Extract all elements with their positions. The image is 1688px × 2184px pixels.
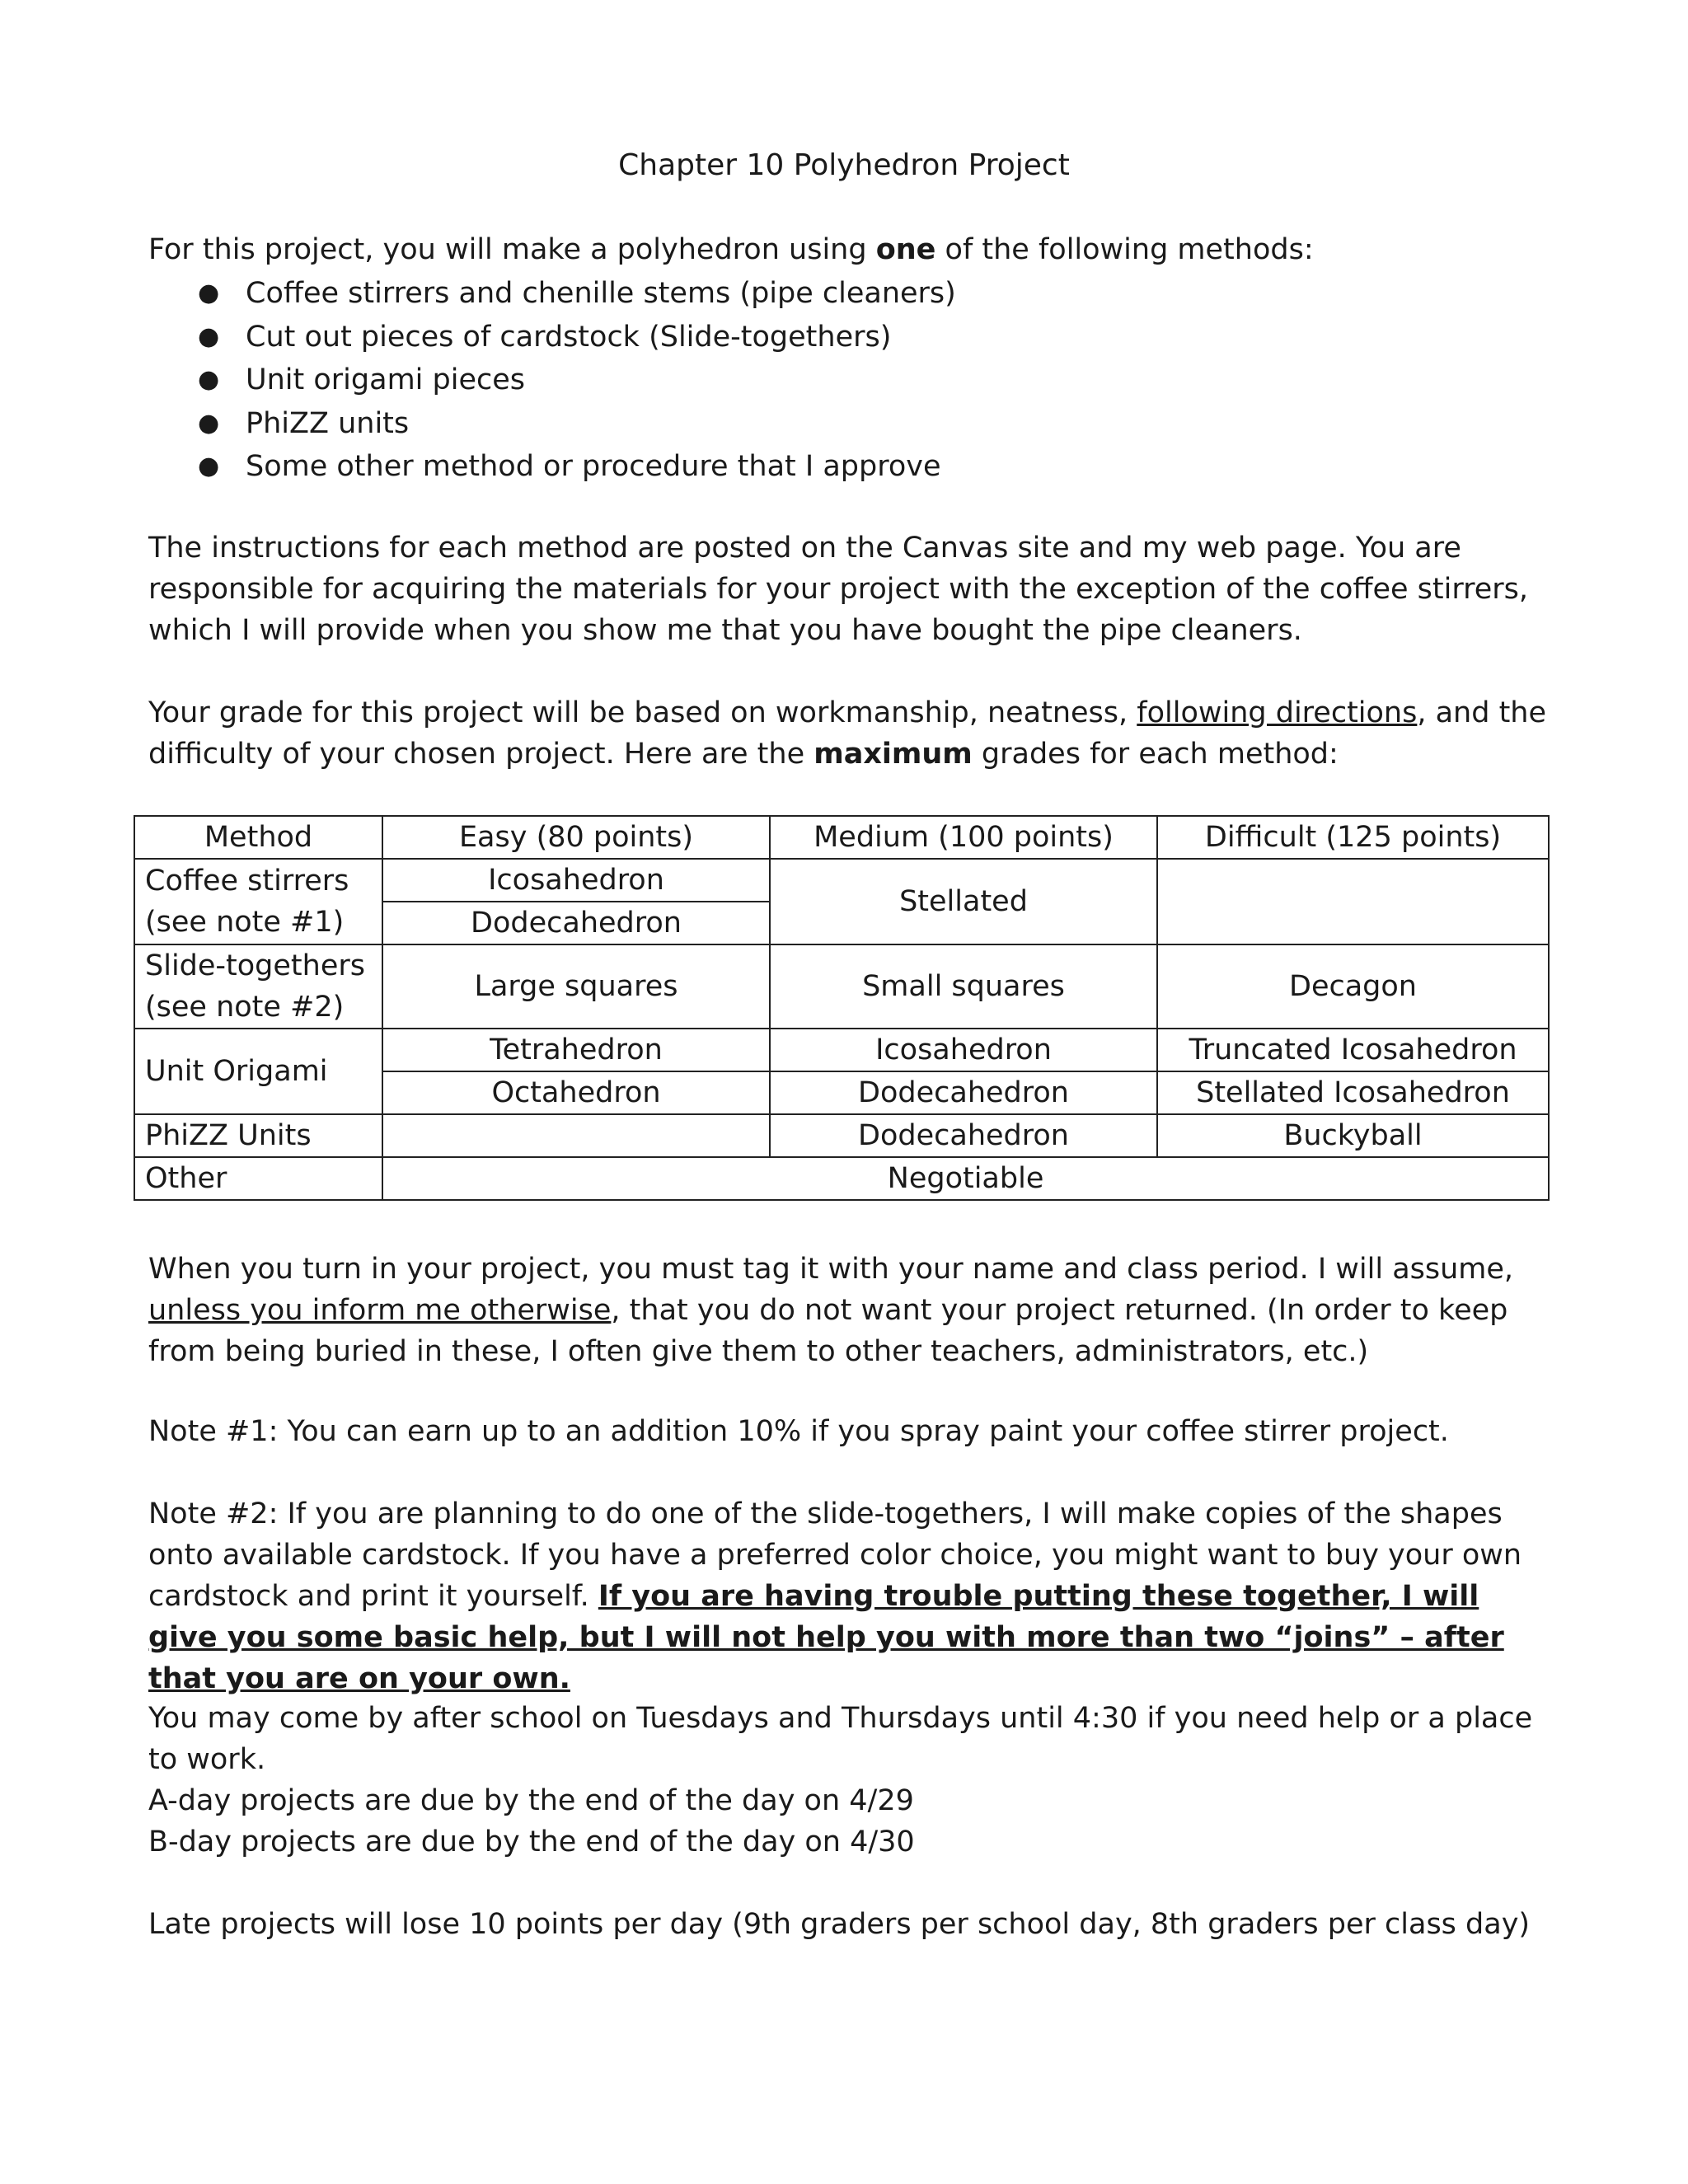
list-item (198, 272, 956, 316)
instructions-paragraph: The instructions for each method are posted on the Canvas site and my web page. You are responsible for acquiring the materials for your project with the exception of the coffee stirrers, which I will provide when you show me that you have bought the pipe cleaners. (148, 532, 1529, 647)
method-cell (134, 944, 382, 1029)
method-note: (see note #1) (145, 906, 345, 939)
note-2 (148, 1493, 1550, 1699)
table-row (134, 1157, 1549, 1200)
table-cell: Truncated Icosahedron (1157, 1029, 1549, 1071)
list-item (198, 445, 956, 489)
late-policy: Late projects will lose 10 points per day (9th graders per school day, 8th graders per class day) (148, 1908, 1531, 1941)
table-cell: Dodecahedron (770, 1071, 1157, 1114)
bullet-icon: ● (198, 452, 220, 480)
method-line: Coffee stirrers (145, 865, 349, 898)
table-cell: Decagon (1157, 944, 1549, 1029)
due-date-b: B-day projects are due by the end of the day on 4/30 (148, 1825, 915, 1858)
underlined-text: following directions (1137, 696, 1418, 729)
table-row (134, 1114, 1549, 1157)
column-header: Medium (100 points) (770, 816, 1157, 859)
underlined-text: unless you inform me otherwise (148, 1294, 612, 1327)
due-date-a: A-day projects are due by the end of the day on 4/29 (148, 1784, 914, 1817)
table-cell: Tetrahedron (382, 1029, 770, 1071)
table-cell: Stellated (770, 859, 1157, 944)
grade-paragraph (148, 692, 1550, 775)
table-cell: Negotiable (382, 1157, 1549, 1200)
column-header: Method (134, 816, 382, 859)
table-cell: Large squares (382, 944, 770, 1029)
table-row (134, 1029, 1549, 1071)
table-cell: Dodecahedron (382, 902, 770, 944)
method-cell: Other (134, 1157, 382, 1200)
due-dates (148, 1780, 1550, 1863)
grade-emphasis: maximum (814, 738, 973, 771)
table-cell: Buckyball (1157, 1114, 1549, 1157)
method-label: PhiZZ units (246, 406, 410, 440)
column-header: Difficult (125 points) (1157, 816, 1549, 859)
method-label: Some other method or procedure that I approve (246, 450, 941, 483)
intro-text: For this project, you will make a polyhedron using (148, 233, 876, 266)
page-title: Chapter 10 Polyhedron Project (618, 148, 1070, 182)
table-header-row (134, 816, 1549, 859)
column-header: Easy (80 points) (382, 816, 770, 859)
grade-text: , and the difficulty of your chosen project. Here are the (148, 696, 1547, 771)
bullet-icon: ● (198, 279, 220, 307)
method-note: (see note #2) (145, 991, 345, 1024)
list-item (198, 316, 956, 359)
turnin-text-end: , that you do not want your project returned. (In order to keep from being buried in these, I often give them to other teachers, administrators, etc.) (148, 1294, 1508, 1368)
method-line: Slide-togethers (145, 949, 365, 982)
intro-text-end: of the following methods: (935, 233, 1314, 266)
table-row (134, 859, 1549, 902)
bullet-icon: ● (198, 408, 220, 438)
note-2-warning: If you are having trouble putting these together, I will give you some basic help, but I will not help you with more than two “joins” – after that you are on your own. (148, 1580, 1504, 1695)
method-cell (134, 859, 382, 944)
method-label: Coffee stirrers and chenille stems (pipe cleaners) (246, 277, 956, 310)
method-label: Cut out pieces of cardstock (Slide-togethers) (246, 320, 892, 354)
table-cell (1157, 859, 1549, 944)
list-item (198, 359, 956, 402)
list-item (198, 402, 956, 446)
intro-paragraph (148, 229, 1550, 270)
grades-table (134, 815, 1550, 1201)
table-cell: Icosahedron (770, 1029, 1157, 1071)
turnin-text: When you turn in your project, you must tag it with your name and class period. I will assume, (148, 1253, 1514, 1286)
table-cell: Icosahedron (382, 859, 770, 902)
grade-text-end: grades for each method: (972, 738, 1339, 771)
bullet-icon: ● (198, 365, 220, 394)
table-row (134, 944, 1549, 1029)
method-cell: PhiZZ Units (134, 1114, 382, 1157)
table-cell: Stellated Icosahedron (1157, 1071, 1549, 1114)
after-school-paragraph: You may come by after school on Tuesdays and Thursdays until 4:30 if you need help or a place to work. (148, 1702, 1533, 1776)
table-cell: Octahedron (382, 1071, 770, 1114)
bullet-icon: ● (198, 321, 220, 351)
method-label: Unit origami pieces (246, 363, 525, 396)
method-cell: Unit Origami (134, 1029, 382, 1114)
note-2-text: Note #2: If you are planning to do one of the slide-togethers, I will make copies of the shapes onto available cardstock. If you have a preferred color choice, you might want to buy your own cardstock and print it yourself. (148, 1497, 1522, 1613)
note-1: Note #1: You can earn up to an addition 10% if you spray paint your coffee stirrer project. (148, 1415, 1449, 1448)
grade-text: Your grade for this project will be based on workmanship, neatness, (148, 696, 1137, 729)
intro-emphasis: one (875, 233, 936, 266)
table-cell: Small squares (770, 944, 1157, 1029)
turnin-paragraph (148, 1249, 1550, 1372)
table-cell (382, 1114, 770, 1157)
table-cell: Dodecahedron (770, 1114, 1157, 1157)
methods-list (198, 272, 956, 489)
